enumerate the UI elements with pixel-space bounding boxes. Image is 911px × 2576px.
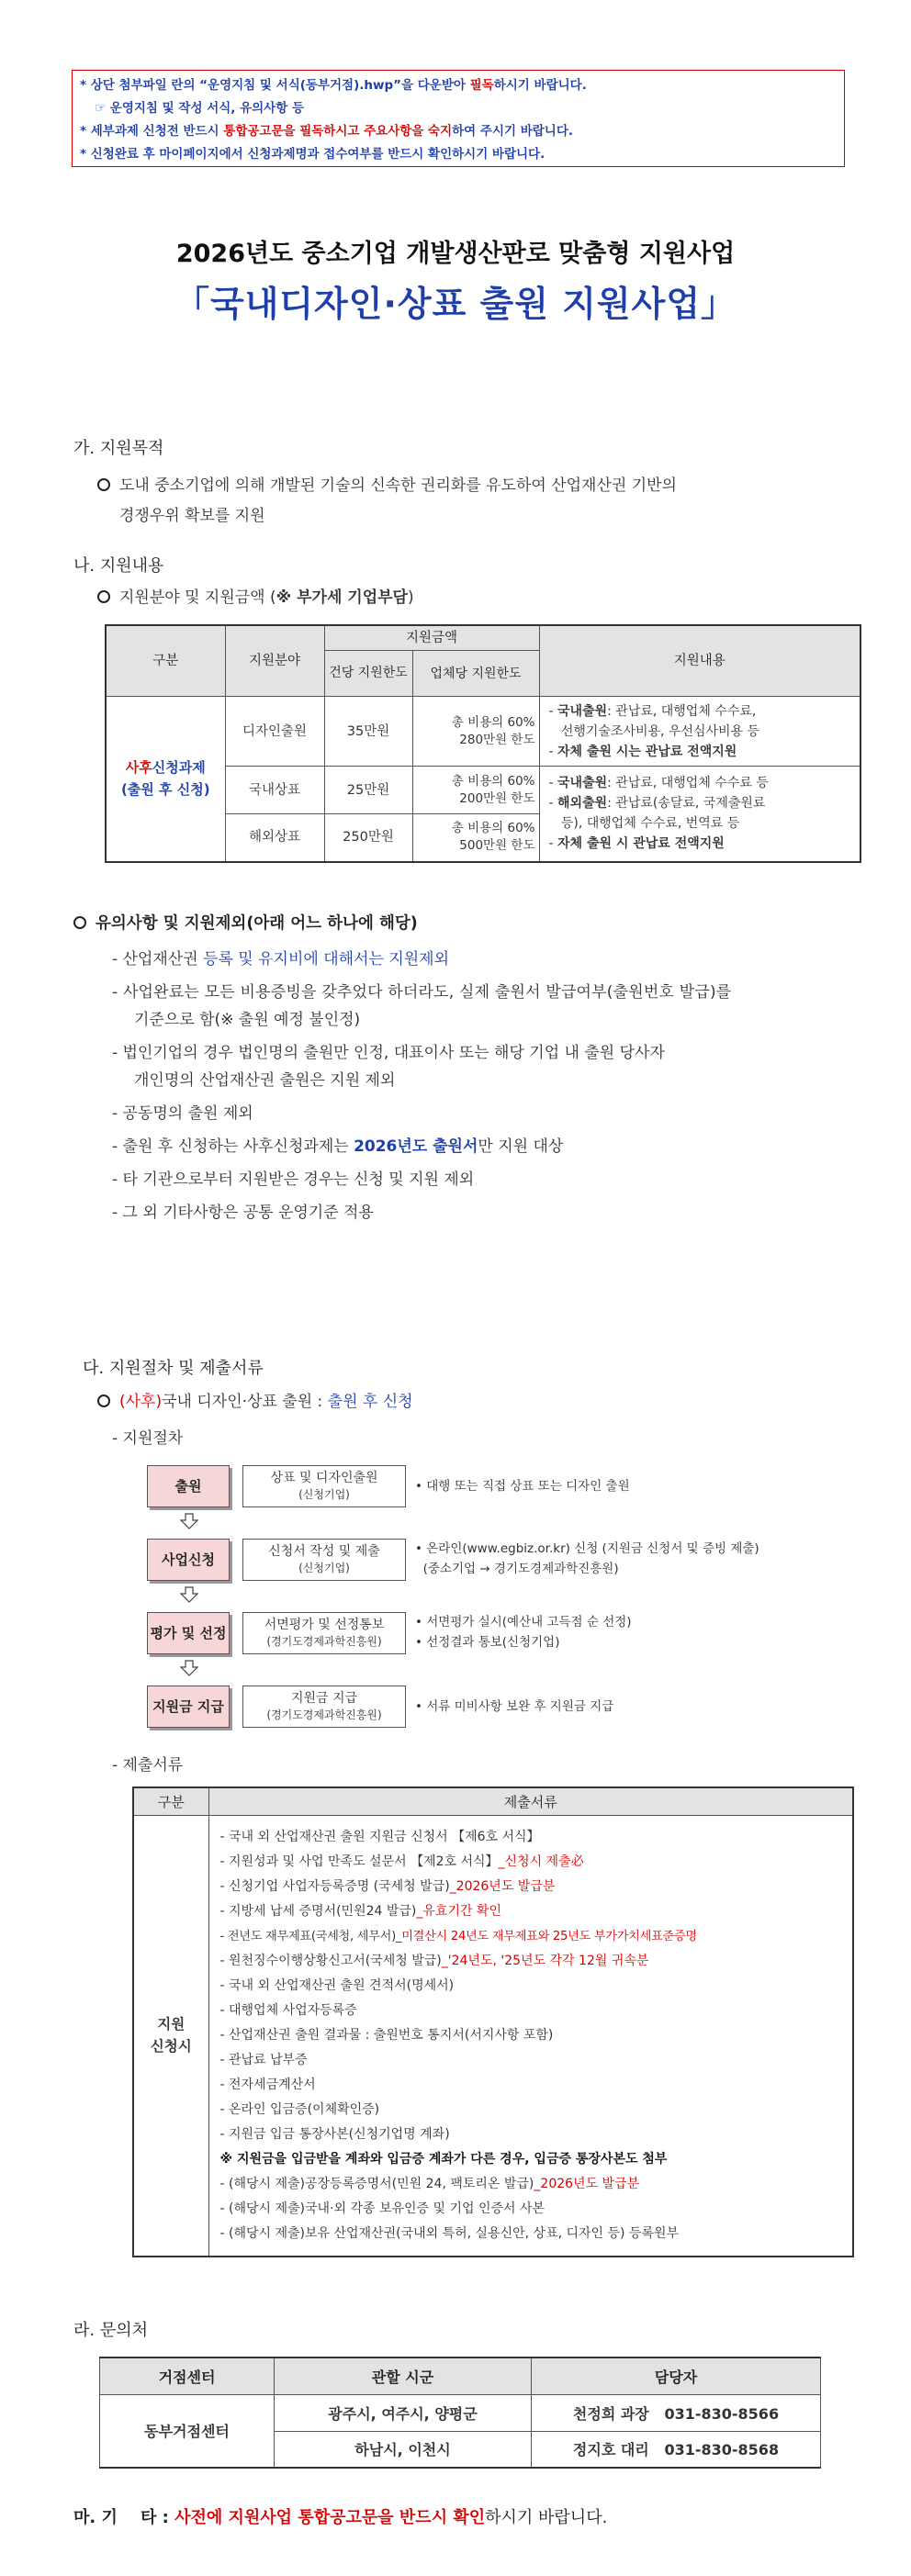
note-6: - 타 기관으로부터 지원받은 경우는 신청 및 지원 제외	[112, 1170, 475, 1189]
section-contact-heading: 라. 문의처	[73, 2321, 148, 2340]
note-4: - 공동명의 출원 제외	[112, 1104, 253, 1123]
header-center: 거점센터	[100, 2358, 275, 2394]
notes-heading: 유의사항 및 지원제외(아래 어느 하나에 해당)	[73, 911, 418, 934]
purpose-line-2: 경쟁우위 확보를 지원	[119, 507, 265, 525]
header-per-company: 업체당 지원한도	[412, 651, 539, 697]
section-procedure-heading: 다. 지원절차 및 제출서류	[83, 1359, 264, 1378]
doc-item: - (해당시 제출)공장등록증명서(민원 24, 팩토리온 발급)_2026년도 발급분	[219, 2176, 640, 2191]
doc-item: - 국내 외 산업재산권 출원 지원금 신청서 【제6호 서식】	[219, 1829, 540, 1844]
support-category-cell: 사후신청과제 (출원 후 신청)	[106, 697, 225, 862]
support-field-subheading: 지원분야 및 지원금액 (※ 부가세 기업부담)	[97, 584, 414, 607]
per-case-cell: 250만원	[324, 814, 412, 862]
header-area: 관할 시군	[275, 2358, 532, 2394]
doc-item: ※ 지원금을 입금받을 계좌와 입금증 계좌가 다른 경우, 입금증 통장사본도 첨부	[219, 2151, 668, 2167]
flow-note-payment: • 서류 미비사항 보완 후 지원금 지급	[415, 1699, 614, 1714]
doc-item: - (해당시 제출)국내·외 각종 보유인증 및 기업 인증서 사본	[219, 2201, 545, 2216]
note-3a: - 법인기업의 경우 법인명의 출원만 인정, 대표이사 또는 해당 기업 내 출원 당사자	[112, 1044, 665, 1062]
doc-item: - 대행업체 사업자등록증	[219, 2002, 357, 2018]
flow-desc-apply: 상표 및 디자인출원 (신청기업)	[242, 1465, 406, 1507]
section-etc: 마. 기 타 : 사전에 지원사업 통합공고문을 반드시 확인하시기 바랍니다.	[73, 2508, 608, 2527]
per-company-cell: 총 비용의 60% 200만원 한도	[412, 767, 539, 814]
header-documents: 제출서류	[208, 1787, 853, 1815]
per-case-cell: 25만원	[324, 767, 412, 814]
note-7: - 그 외 기타사항은 공통 운영기준 적용	[112, 1204, 374, 1222]
header-per-case: 건당 지원한도	[324, 651, 412, 697]
flow-step-evaluation: 평가 및 선정	[147, 1612, 230, 1654]
note-2a: - 사업완료는 모든 비용증빙을 갖추었다 하더라도, 실제 출원서 발급여부(출원번호 발급)를	[112, 983, 732, 1002]
notice-line-1: * 상단 첨부파일 란의 “운영지침 및 서식(동부거점).hwp”을 다운받아 필독하시기 바랍니다.	[80, 78, 587, 93]
doc-item: - 지방세 납세 증명서(민원24 발급)_유효기간 확인	[219, 1903, 501, 1919]
header-category: 구분	[106, 625, 225, 697]
section-purpose-heading: 가. 지원목적	[73, 439, 164, 458]
doc-item: - 지원금 입금 통장사본(신청기업명 계좌)	[219, 2126, 450, 2142]
documents-label: - 제출서류	[112, 1756, 184, 1775]
section-content-heading: 나. 지원내용	[73, 556, 164, 576]
flow-note-apply: • 대행 또는 직접 상표 또는 디자인 출원	[415, 1479, 630, 1494]
flow-desc-evaluation: 서면평가 및 선정통보 (경기도경제과학진흥원)	[242, 1612, 406, 1654]
support-table	[105, 624, 861, 863]
notice-line-2: ☞ 운영지침 및 작성 서식, 유의사항 등	[95, 101, 305, 116]
procedure-label: - 지원절차	[112, 1429, 184, 1448]
doc-item: - (해당시 제출)보유 산업재산권(국내외 특허, 실용신안, 상표, 디자인 등) 등록원부	[219, 2225, 680, 2241]
documents-category-cell: 지원 신청시	[133, 1815, 208, 2257]
page-subtitle: 2026년도 중소기업 개발생산판로 맞춤형 지원사업	[175, 240, 736, 268]
header-contact: 담당자	[532, 2358, 821, 2394]
note-2b: 기준으로 함(※ 출원 예정 불인정)	[134, 1011, 361, 1029]
flow-step-payment: 지원금 지급	[147, 1686, 230, 1728]
content-cell-domestic: - 국내출원: 관납료, 대행업체 수수료, 선행기술조사비용, 우선심사비용 등 - 자체 출원 시는 관납료 전액지원	[539, 697, 860, 767]
field-cell: 국내상표	[225, 767, 324, 814]
area-cell: 광주시, 여주시, 양평군	[275, 2394, 532, 2431]
area-cell: 하남시, 이천시	[275, 2431, 532, 2468]
per-company-cell: 총 비용의 60% 500만원 한도	[412, 814, 539, 862]
doc-item: - 신청기업 사업자등록증명 (국세청 발급)_2026년도 발급분	[219, 1878, 556, 1894]
header-content: 지원내용	[539, 625, 860, 697]
circle-bullet-icon	[97, 478, 110, 491]
circle-bullet-icon	[73, 916, 86, 929]
note-3b: 개인명의 산업재산권 출원은 지원 제외	[134, 1071, 396, 1090]
flow-note-evaluation: • 서면평가 실시(예산내 고득점 순 선정) • 선정결과 통보(신청기업)	[415, 1615, 632, 1650]
arrow-down-icon	[180, 1660, 198, 1676]
notice-line-4: * 신청완료 후 마이페이지에서 신청과제명과 접수여부를 반드시 확인하시기 바랍니다.	[80, 147, 545, 162]
flow-note-business-apply: • 온라인(www.egbiz.or.kr) 신청 (지원금 신청서 및 증빙 제출) (중소기업 → 경기도경제과학진흥원)	[415, 1541, 759, 1576]
doc-item: - 산업재산권 출원 결과물 : 출원번호 통지서(서지사항 포함)	[219, 2027, 554, 2043]
doc-item: - 지원성과 및 사업 만족도 설문서 【제2호 서식】_신청시 제출必	[219, 1854, 584, 1869]
notice-box	[72, 70, 845, 167]
contact-cell: 천정희 과장 031-830-8566	[532, 2394, 821, 2431]
circle-bullet-icon	[97, 590, 110, 603]
arrow-down-icon	[180, 1586, 198, 1603]
procedure-subheading: (사후)국내 디자인·상표 출원 : 출원 후 신청	[97, 1388, 413, 1411]
header-category: 구분	[133, 1787, 208, 1815]
contact-table	[99, 2357, 821, 2469]
per-company-cell: 총 비용의 60% 280만원 한도	[412, 697, 539, 767]
flow-desc-business-apply: 신청서 작성 및 제출 (신청기업)	[242, 1539, 406, 1581]
doc-item: - 관납료 납부증	[219, 2052, 308, 2067]
doc-item: - 전년도 재무제표(국세청, 세무서)_미결산시 24년도 재무제표와 25년도 부가가치세표준증명	[219, 1929, 697, 1943]
documents-table	[132, 1786, 854, 2257]
purpose-line-1: 도내 중소기업에 의해 개발된 기술의 신속한 권리화를 유도하여 산업재산권 기반의	[97, 472, 677, 495]
doc-item: - 온라인 입금증(이체확인증)	[219, 2101, 380, 2117]
field-cell: 디자인출원	[225, 697, 324, 767]
header-amount: 지원금액	[324, 625, 539, 651]
flow-step-apply: 출원	[147, 1465, 230, 1507]
per-case-cell: 35만원	[324, 697, 412, 767]
content-cell-overseas: - 국내출원: 관납료, 대행업체 수수료 등 - 해외출원: 관납료(송달료, 국제출원료 등), 대행업체 수수료, 번역료 등 - 자체 출원 시 관납료 전액지원	[539, 767, 860, 862]
page-title: 「국내디자인·상표 출원 지원사업」	[174, 284, 737, 324]
note-5: - 출원 후 신청하는 사후신청과제는 2026년도 출원서만 지원 대상	[112, 1137, 564, 1156]
arrow-down-icon	[180, 1513, 198, 1529]
circle-bullet-icon	[97, 1394, 110, 1407]
note-1: - 산업재산권 등록 및 유지비에 대해서는 지원제외	[112, 950, 450, 969]
doc-item: - 국내 외 산업재산권 출원 견적서(명세서)	[219, 1977, 455, 1993]
doc-item: - 원천징수이행상황신고서(국세청 발급)_'24년도, '25년도 각각 12월 귀속분	[219, 1953, 649, 1968]
flow-step-business-apply: 사업신청	[147, 1539, 230, 1581]
flow-desc-payment: 지원금 지급 (경기도경제과학진흥원)	[242, 1686, 406, 1728]
field-cell: 해외상표	[225, 814, 324, 862]
doc-item: - 전자세금계산서	[219, 2077, 316, 2092]
contact-cell: 정지호 대리 031-830-8568	[532, 2431, 821, 2468]
header-field: 지원분야	[225, 625, 324, 697]
center-cell: 동부거점센터	[100, 2394, 275, 2468]
notice-line-3: * 세부과제 신청전 반드시 통합공고문을 필독하시고 주요사항을 숙지하여 주시기 바랍니다.	[80, 124, 574, 139]
documents-list-cell	[208, 1815, 853, 2257]
